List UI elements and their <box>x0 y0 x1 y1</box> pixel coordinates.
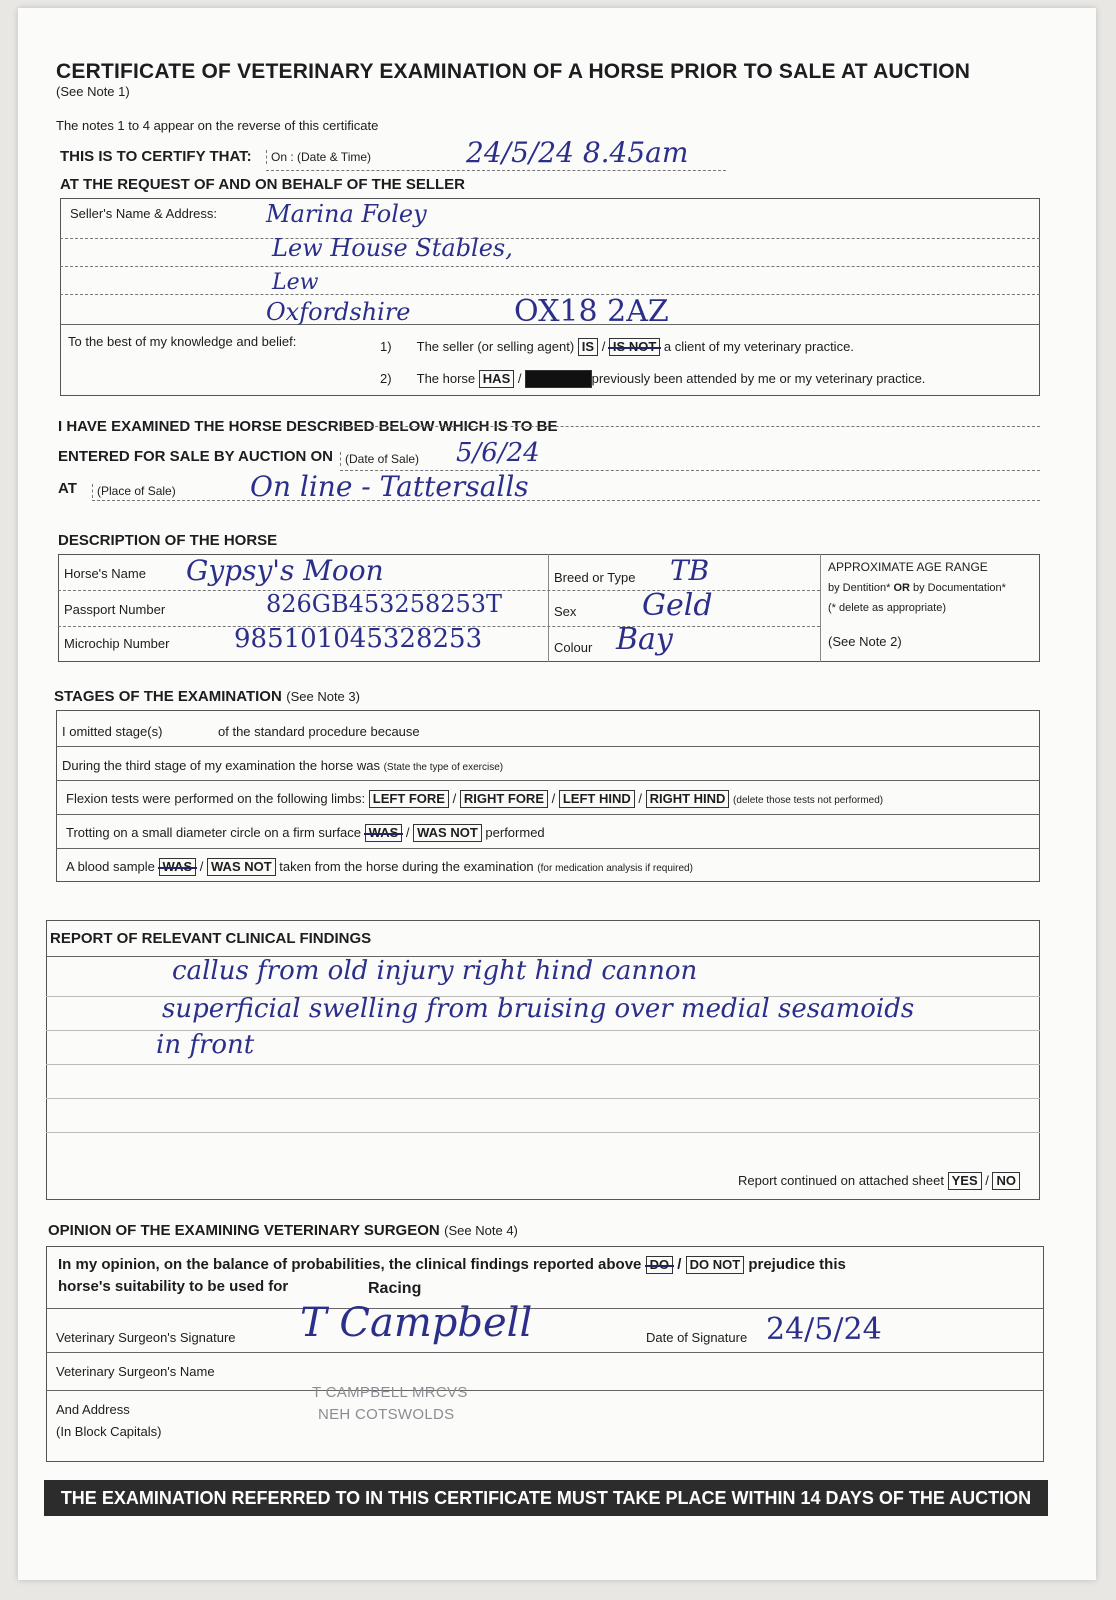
seller-address-line3-handwritten: Oxfordshire <box>266 298 411 326</box>
opinion-statement: In my opinion, on the balance of probabilities, the clinical findings reported above DO / DO NOT prejudice this <box>58 1256 846 1273</box>
vet-stamp-line1: T CAMPBELL MRCVS <box>312 1384 468 1401</box>
third-stage-line <box>62 758 503 773</box>
age-by-dentition: by Dentition* <box>828 582 891 594</box>
trotting-was-not-option[interactable]: WAS NOT <box>413 824 482 842</box>
left-fore-option[interactable]: LEFT FORE <box>369 790 449 808</box>
see-note-2: (See Note 2) <box>828 634 902 649</box>
suitability-label: horse's suitability to be used for <box>58 1278 289 1295</box>
trotting-line: Trotting on a small diameter circle on a firm surface WAS / WAS NOT performed <box>66 825 545 840</box>
age-delete-note: (* delete as appropriate) <box>828 602 947 614</box>
description-heading: DESCRIPTION OF THE HORSE <box>58 532 278 549</box>
finding-line-1-handwritten: callus from old injury right hind cannon <box>172 956 698 986</box>
blood-was-not-option[interactable]: WAS NOT <box>207 858 276 876</box>
blood-label: A blood sample <box>66 859 155 874</box>
opinion-statement-pre: In my opinion, on the balance of probabilities, the clinical findings reported above <box>58 1256 642 1273</box>
footer-warning: THE EXAMINATION REFERRED TO IN THIS CERTIFICATE MUST TAKE PLACE WITHIN 14 DAYS OF THE AUCTION <box>44 1480 1048 1516</box>
trotting-label: Trotting on a small diameter circle on a firm surface <box>66 825 362 840</box>
seller-is-not-option[interactable]: IS NOT <box>609 338 660 356</box>
seller-label: Seller's Name & Address: <box>70 206 217 221</box>
seller-is-option[interactable]: IS <box>578 338 598 356</box>
statement-2-num: 2) <box>380 371 392 386</box>
age-by-docs: by Documentation* <box>913 582 1006 594</box>
blood-post: taken from the horse during the examination <box>279 859 534 874</box>
age-by-line <box>828 582 1006 594</box>
signature-label: Veterinary Surgeon's Signature <box>56 1330 236 1345</box>
omitted-label: I omitted stage(s) <box>62 724 163 739</box>
flexion-note: (delete those tests not performed) <box>733 795 884 806</box>
colour-handwritten: Bay <box>616 622 673 657</box>
trotting-performed: performed <box>485 825 545 840</box>
date-time-label: On : (Date & Time) <box>266 150 371 164</box>
see-note-1: (See Note 1) <box>56 84 130 99</box>
date-signature-handwritten: 24/5/24 <box>766 1312 882 1347</box>
passport-label: Passport Number <box>64 602 166 617</box>
horse-name-handwritten: Gypsy's Moon <box>186 554 384 587</box>
flexion-label: Flexion tests were performed on the following limbs: <box>66 791 366 806</box>
statement-1: 1) The seller (or selling agent) IS / IS NOT a client of my veterinary practice. <box>380 339 854 354</box>
statement-1-num: 1) <box>380 339 392 354</box>
block-capitals-label: (In Block Capitals) <box>56 1424 162 1439</box>
date-signature-label: Date of Signature <box>646 1330 748 1345</box>
breed-label: Breed or Type <box>554 570 636 585</box>
report-continued-line: Report continued on attached sheet YES / NO <box>738 1172 1020 1190</box>
continued-no-option[interactable]: NO <box>992 1172 1020 1190</box>
microchip-number-handwritten: 985101045328253 <box>234 624 483 654</box>
stages-heading-line <box>54 688 360 706</box>
age-or: OR <box>893 582 910 594</box>
horse-name-label: Horse's Name <box>64 566 146 581</box>
right-fore-option[interactable]: RIGHT FORE <box>460 790 548 808</box>
vet-stamp-line2: NEH COTSWOLDS <box>318 1406 455 1423</box>
statement-2-pre: The horse <box>416 371 476 386</box>
stages-see-note: (See Note 3) <box>286 689 360 704</box>
vet-name-label: Veterinary Surgeon's Name <box>56 1364 215 1379</box>
third-stage-label: During the third stage of my examination the horse was <box>62 758 380 773</box>
opinion-do-option[interactable]: DO <box>646 1256 674 1274</box>
blood-was-option[interactable]: WAS <box>159 858 197 876</box>
blood-line: A blood sample WAS / WAS NOT taken from the horse during the examination (for medication analysis if required) <box>66 859 693 874</box>
statement-2: 2) The horse HAS / HAS NOT previously been attended by me or my veterinary practice. <box>380 371 926 386</box>
omitted-because: of the standard procedure because <box>218 724 420 739</box>
finding-line-3-handwritten: in front <box>156 1030 255 1060</box>
knowledge-label: To the best of my knowledge and belief: <box>68 334 297 349</box>
exam-date-time-handwritten: 24/5/24 8.45am <box>466 136 689 169</box>
certify-label: THIS IS TO CERTIFY THAT: <box>60 148 252 165</box>
opinion-statement-post: prejudice this <box>748 1256 846 1273</box>
certificate-title: CERTIFICATE OF VETERINARY EXAMINATION OF A HORSE PRIOR TO SALE AT AUCTION <box>56 60 971 83</box>
sex-handwritten: Geld <box>642 588 713 623</box>
statement-1-pre: The seller (or selling agent) <box>416 339 575 354</box>
right-hind-option[interactable]: RIGHT HIND <box>646 790 730 808</box>
seller-name-handwritten: Marina Foley <box>266 200 427 228</box>
horse-has-not-option[interactable]: HAS NOT <box>525 370 592 388</box>
seller-postcode-handwritten: OX18 2AZ <box>514 294 669 329</box>
examined-heading: I HAVE EXAMINED THE HORSE DESCRIBED BELOW WHICH IS TO BE <box>58 418 558 435</box>
horse-has-option[interactable]: HAS <box>479 370 514 388</box>
finding-line-2-handwritten: superficial swelling from bruising over medial sesamoids <box>162 994 915 1024</box>
notes-intro: The notes 1 to 4 appear on the reverse of this certificate <box>56 118 379 133</box>
trotting-was-option[interactable]: WAS <box>365 824 403 842</box>
date-of-sale-label: (Date of Sale) <box>340 452 419 466</box>
date-of-sale-handwritten: 5/6/24 <box>456 438 540 468</box>
place-of-sale-handwritten: On line - Tattersalls <box>250 470 529 503</box>
opinion-heading: OPINION OF THE EXAMINING VETERINARY SURGEON <box>48 1222 440 1239</box>
age-range-label: APPROXIMATE AGE RANGE <box>828 560 988 574</box>
report-continued-label: Report continued on attached sheet <box>738 1173 944 1188</box>
opinion-heading-line <box>48 1222 518 1240</box>
vet-signature-handwritten: T Campbell <box>300 1300 533 1346</box>
sex-label: Sex <box>554 604 577 619</box>
breed-handwritten: TB <box>670 554 710 587</box>
opinion-do-not-option[interactable]: DO NOT <box>686 1256 745 1274</box>
report-heading: REPORT OF RELEVANT CLINICAL FINDINGS <box>50 930 372 947</box>
continued-yes-option[interactable]: YES <box>948 1172 982 1190</box>
passport-number-handwritten: 826GB453258253T <box>266 590 503 618</box>
request-label: AT THE REQUEST OF AND ON BEHALF OF THE SELLER <box>60 176 465 193</box>
suitability-use: Racing <box>368 1280 422 1297</box>
seller-address-line1-handwritten: Lew House Stables, <box>272 234 513 262</box>
entered-label: ENTERED FOR SALE BY AUCTION ON <box>58 448 334 465</box>
stages-heading: STAGES OF THE EXAMINATION <box>54 688 282 705</box>
certificate-page <box>18 8 1096 1580</box>
vet-address-label: And Address <box>56 1402 130 1417</box>
statement-2-post: previously been attended by me or my veterinary practice. <box>591 371 926 386</box>
at-label: AT <box>58 480 77 497</box>
place-of-sale-label: (Place of Sale) <box>92 484 176 498</box>
third-stage-note: (State the type of exercise) <box>383 762 504 773</box>
blood-note: (for medication analysis if required) <box>537 863 693 874</box>
opinion-see-note: (See Note 4) <box>444 1223 518 1238</box>
microchip-label: Microchip Number <box>64 636 170 651</box>
seller-address-line2-handwritten: Lew <box>272 270 319 295</box>
left-hind-option[interactable]: LEFT HIND <box>559 790 635 808</box>
statement-1-post: a client of my veterinary practice. <box>663 339 854 354</box>
colour-label: Colour <box>554 640 593 655</box>
flexion-line: Flexion tests were performed on the following limbs: LEFT FORE / RIGHT FORE / LEFT HIND / RIGHT HIND (delete those tests not performed) <box>66 791 884 806</box>
